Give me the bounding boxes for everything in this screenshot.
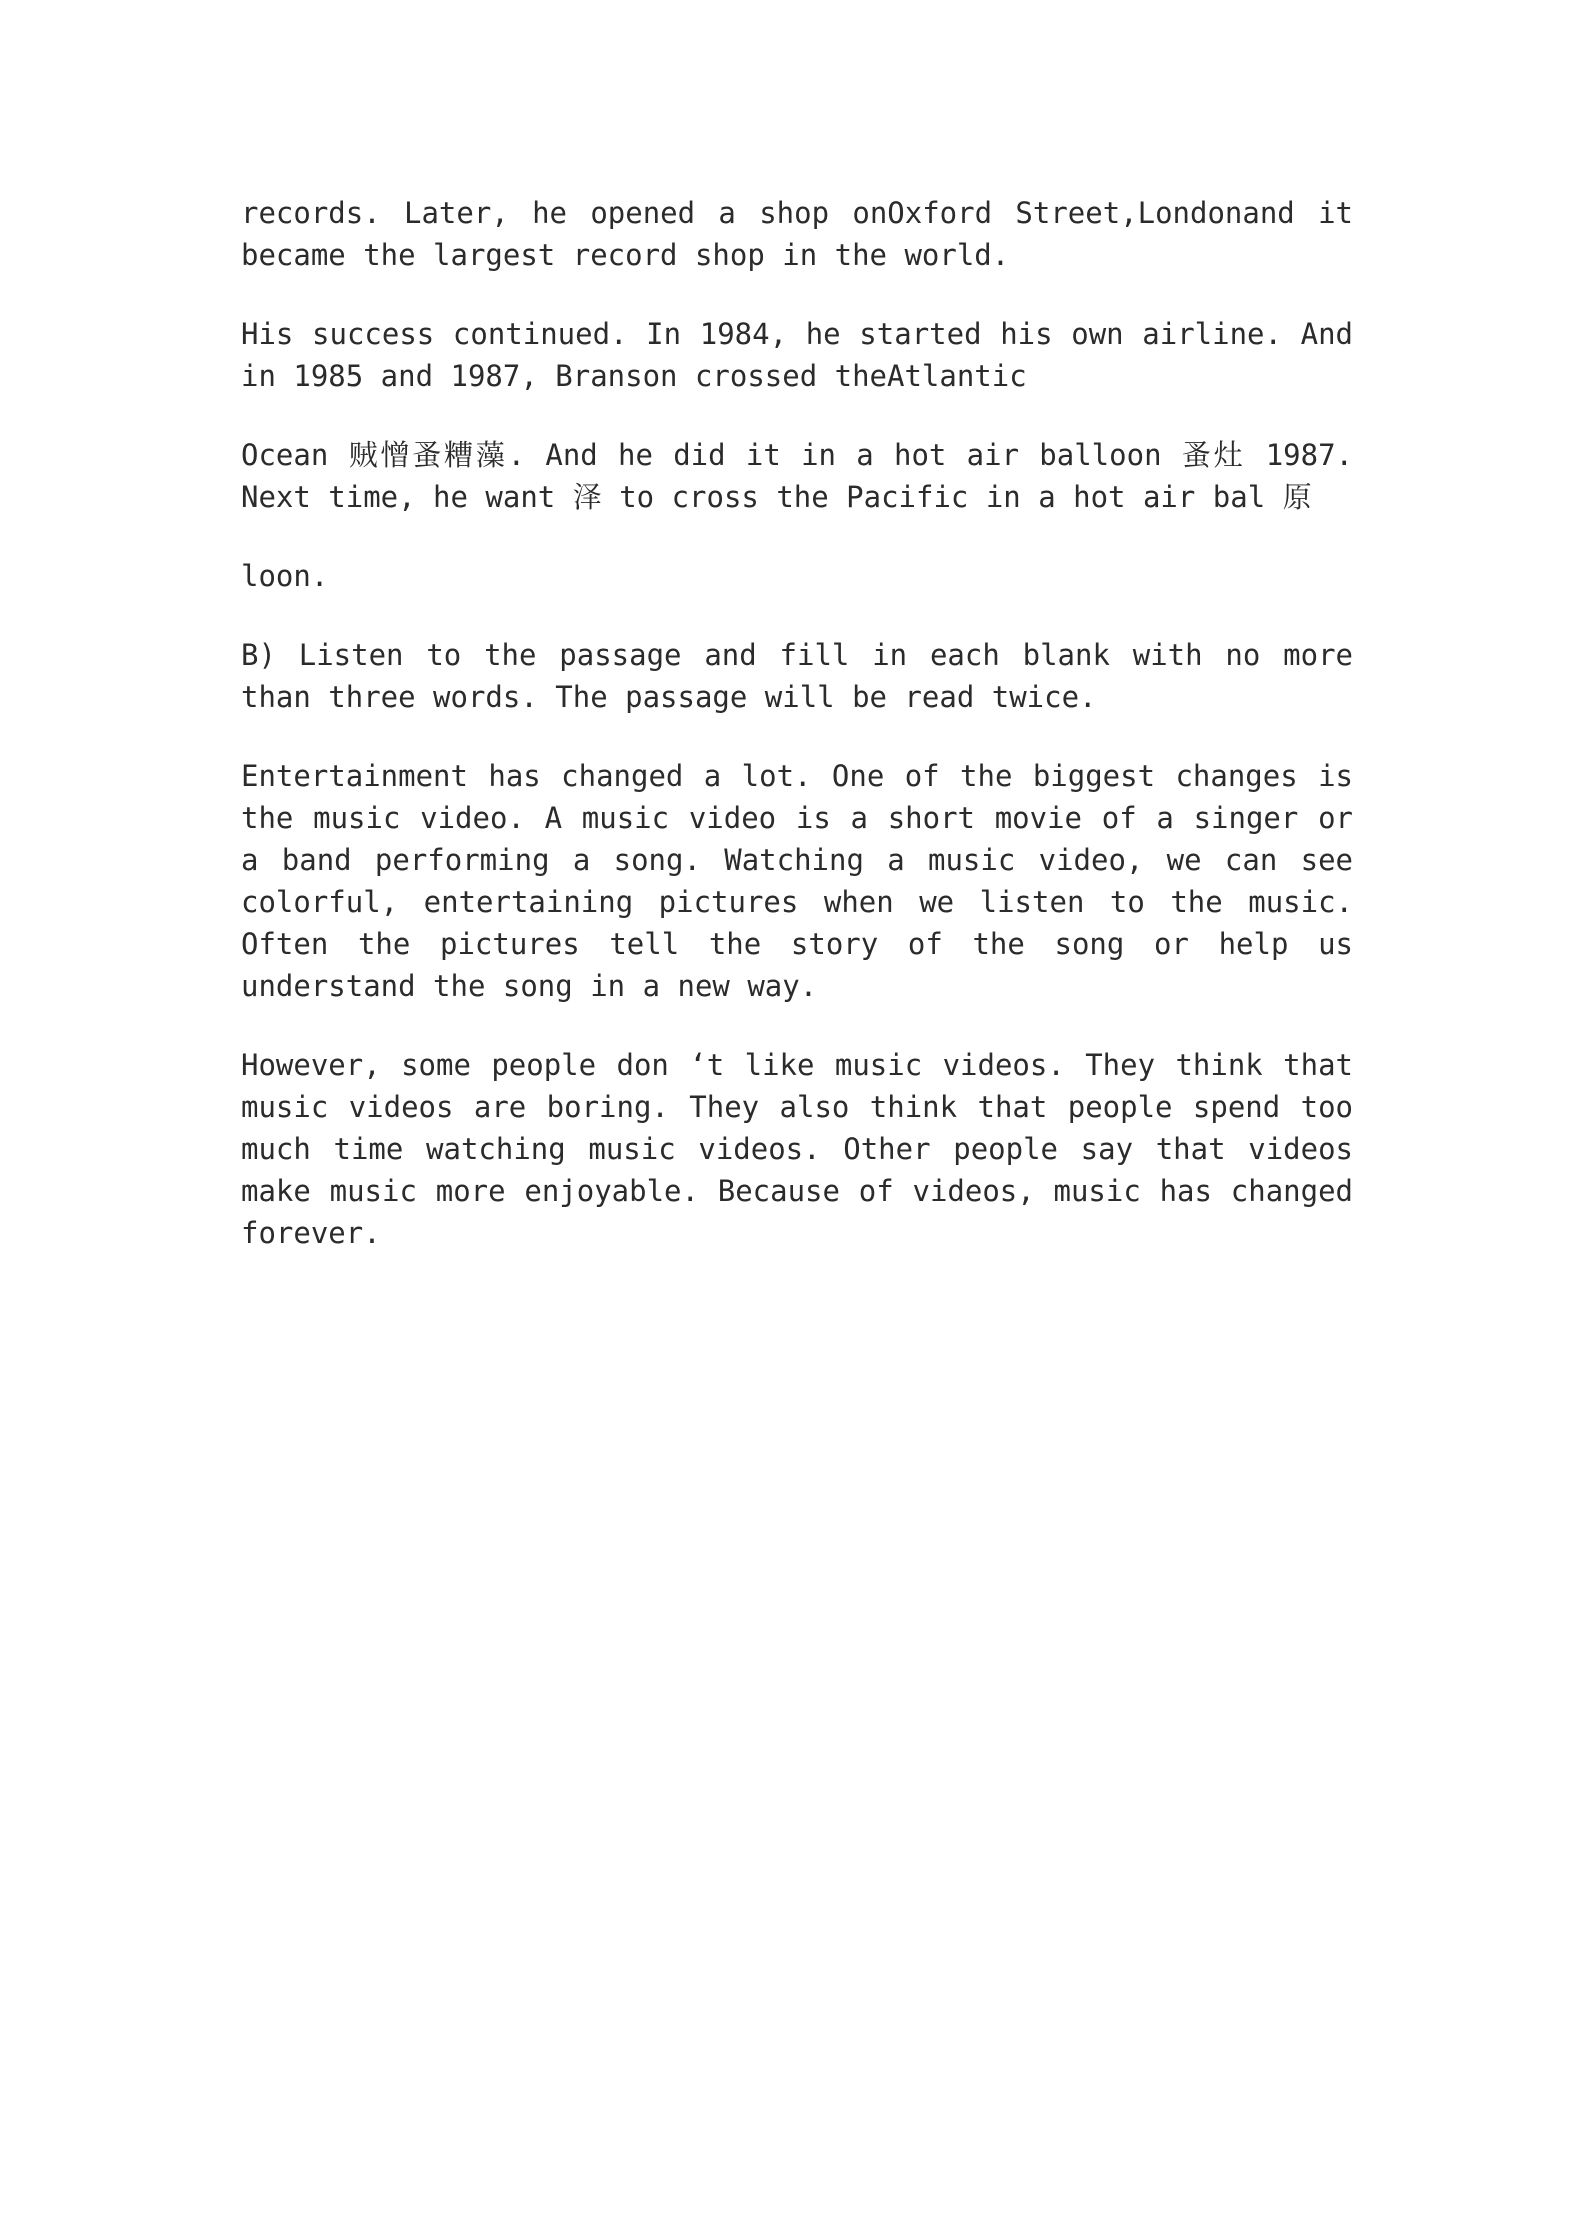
- paragraph-loon-fragment: loon.: [241, 559, 329, 593]
- paragraph-music-video: Entertainment has changed a lot. One of the biggest changes is the music video. A music video is a short movie of a singer or a band performing a song. Watching a music video, we can see colorful, entertaining pictures when we listen to the music. Often the pictures tell the story of the song or help us understand the song in a new way.: [241, 759, 1353, 1003]
- paragraph-opinions: However, some people don ‘t like music videos. They think that music videos are boring. They also think that people spend too much time watching music videos. Other people say that videos make music more enjoyable. Because of videos, music has changed forever.: [241, 1048, 1353, 1250]
- document-body: [241, 192, 1353, 1291]
- paragraph-section-b-instructions: B) Listen to the passage and fill in each blank with no more than three words. The passage will be read twice.: [241, 638, 1353, 714]
- paragraph-success-continued: His success continued. In 1984, he started his own airline. And in 1985 and 1987, Branson crossed theAtlantic: [241, 317, 1353, 393]
- paragraph-record-shop: records. Later, he opened a shop onOxford Street,Londonand it became the largest record shop in the world.: [241, 196, 1353, 272]
- paragraph-hot-air-balloon: Ocean 贼憎蚤糟藻. And he did it in a hot air balloon 蚤灶 1987. Next time, he want 泽 to cross the Pacific in a hot air bal 原: [241, 438, 1353, 514]
